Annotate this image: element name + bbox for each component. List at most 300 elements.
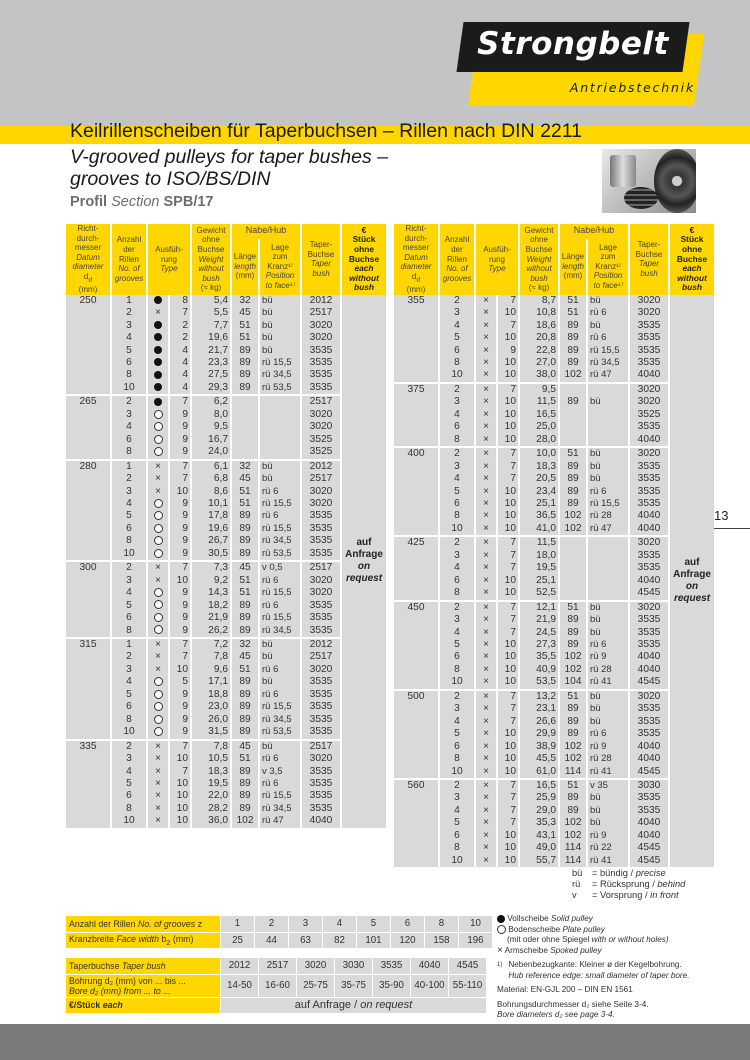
- bore-value: 35-90: [373, 974, 411, 997]
- grooves-cell: 10: [111, 382, 147, 395]
- type-variant-cell: 4: [169, 357, 191, 369]
- position-cell: rü 15,5: [259, 357, 301, 369]
- type-cell: [147, 395, 169, 408]
- table-row: [393, 703, 715, 715]
- solid-pulley-icon: [154, 383, 162, 391]
- length-cell: 89: [559, 792, 587, 804]
- table-row: [393, 295, 715, 307]
- spoked-pulley-icon: ×: [483, 804, 489, 816]
- type-variant-cell: 9: [169, 714, 191, 726]
- type-variant-cell: 10: [497, 676, 519, 689]
- position-cell: rü 15,5: [259, 612, 301, 624]
- spoked-pulley-icon: ×: [483, 357, 489, 369]
- table-row: [393, 587, 715, 600]
- length-cell: 51: [559, 690, 587, 703]
- bush-cell: 2517: [301, 307, 341, 319]
- grooves-cell: 4: [439, 627, 475, 639]
- col-diameter: Richt- durch- messer Datum diameter $d_d$ (mm): [65, 224, 111, 295]
- type-variant-cell: 10: [169, 664, 191, 676]
- bush-cell: 3535: [301, 357, 341, 369]
- table-row: [393, 753, 715, 765]
- grooves-cell: 8: [111, 803, 147, 815]
- length-cell: 102: [559, 830, 587, 842]
- type-variant-cell: 10: [169, 575, 191, 587]
- table-row: [393, 383, 715, 396]
- brand-logo: [455, 22, 697, 110]
- grooves-cell: 10: [439, 855, 475, 867]
- length-cell: 89: [559, 332, 587, 344]
- bush-cell: 3535: [629, 728, 669, 740]
- position-cell: [587, 536, 629, 549]
- bush-cell: 2012: [301, 295, 341, 307]
- weight-cell: 21,9: [519, 614, 559, 626]
- grooves-cell: 2: [111, 651, 147, 663]
- grooves-cell: 2: [111, 740, 147, 753]
- type-variant-cell: 10: [497, 753, 519, 765]
- bush-cell: 3535: [301, 345, 341, 357]
- position-cell: bü: [259, 651, 301, 663]
- position-cell: bü: [259, 473, 301, 485]
- spoked-pulley-icon: ×: [483, 421, 489, 433]
- plate-pulley-icon: [154, 410, 163, 419]
- diameter-cell: 450: [393, 601, 439, 690]
- weight-cell: 18,3: [191, 766, 231, 778]
- length-cell: [559, 562, 587, 574]
- grooves-cell: 1: [111, 460, 147, 473]
- grooves-cell: 3: [111, 409, 147, 421]
- length-cell: 89: [231, 778, 259, 790]
- grooves-cell: 5: [111, 345, 147, 357]
- bush-cell: 3020: [629, 536, 669, 549]
- type-variant-cell: 7: [497, 461, 519, 473]
- type-cell: [475, 703, 497, 715]
- spoked-pulley-icon: ×: [155, 485, 161, 497]
- grooves-value: 1: [221, 916, 255, 933]
- length-cell: 51: [231, 587, 259, 599]
- weight-cell: 31,5: [191, 726, 231, 739]
- length-cell: 51: [559, 779, 587, 792]
- spoked-pulley-icon: ×: [483, 549, 489, 561]
- position-cell: rü 34,5: [259, 369, 301, 381]
- type-cell: [147, 575, 169, 587]
- position-cell: rü 41: [587, 676, 629, 689]
- bush-cell: 2517: [301, 651, 341, 663]
- grooves-cell: 1: [111, 638, 147, 651]
- grooves-cell: 2: [111, 561, 147, 574]
- type-cell: [147, 460, 169, 473]
- bore-value: 25-75: [297, 974, 335, 997]
- length-cell: 32: [231, 638, 259, 651]
- bush-row: [66, 958, 487, 975]
- col-type: Ausfüh- rung Type: [147, 224, 191, 295]
- spoked-pulley-icon: ×: [483, 460, 489, 472]
- grooves-cell: 6: [439, 575, 475, 587]
- type-cell: [147, 307, 169, 319]
- col-price: € Stück ohne Buchse each without bush: [669, 224, 715, 295]
- type-variant-cell: 7: [169, 740, 191, 753]
- weight-cell: 14,3: [191, 587, 231, 599]
- type-cell: [475, 601, 497, 614]
- weight-cell: 6,8: [191, 473, 231, 485]
- type-variant-cell: 7: [497, 473, 519, 485]
- position-cell: [259, 446, 301, 459]
- grooves-cell: 10: [439, 369, 475, 382]
- table-row: [65, 307, 387, 319]
- bush-cell: 3020: [629, 396, 669, 408]
- position-cell: rü 22: [587, 842, 629, 854]
- spoked-pulley-icon: ×: [483, 651, 489, 663]
- spoked-pulley-icon: ×: [483, 587, 489, 599]
- spoked-pulley-icon: ×: [483, 448, 489, 460]
- col-bush: Taper- Buchse Taper bush: [629, 224, 669, 295]
- table-row: [65, 446, 387, 459]
- bore-value: 40-100: [411, 974, 449, 997]
- grooves-cell: 5: [439, 817, 475, 829]
- type-variant-cell: 10: [497, 486, 519, 498]
- length-cell: 102: [559, 664, 587, 676]
- col-length: Länge length (mm): [559, 239, 587, 295]
- table-row: [65, 651, 387, 663]
- table-header-row: [65, 224, 387, 239]
- position-cell: rü 6: [587, 486, 629, 498]
- type-variant-cell: 7: [497, 805, 519, 817]
- bush-cell: 3535: [629, 614, 669, 626]
- table-row: [65, 689, 387, 701]
- table-row: [393, 447, 715, 460]
- length-cell: 102: [559, 510, 587, 522]
- type-variant-cell: 7: [169, 638, 191, 651]
- length-cell: 102: [559, 741, 587, 753]
- brand-name: Strongbelt: [477, 26, 669, 62]
- type-cell: [147, 740, 169, 753]
- material-note: Material: EN-GJL 200 – DIN EN 1561: [497, 985, 633, 994]
- bush-cell: 3535: [629, 498, 669, 510]
- price-label: €/Stück each: [66, 997, 221, 1014]
- table-row: [393, 855, 715, 867]
- plate-pulley-icon: [154, 422, 163, 431]
- length-cell: 102: [559, 369, 587, 382]
- length-cell: 89: [559, 614, 587, 626]
- position-cell: bü: [259, 638, 301, 651]
- length-cell: [559, 575, 587, 587]
- col-weight: Gewicht ohne Buchse Weight without bush (≈ kg): [191, 224, 231, 295]
- bush-cell: 4545: [629, 855, 669, 867]
- bush-cell: 3535: [629, 345, 669, 357]
- table-row: [393, 345, 715, 357]
- length-cell: 104: [559, 676, 587, 689]
- position-cell: [259, 409, 301, 421]
- solid-pulley-icon: [154, 346, 162, 354]
- solid-pulley-icon: [154, 358, 162, 366]
- bush-cell: 3020: [301, 409, 341, 421]
- page-number-rule: [714, 528, 750, 529]
- length-cell: 89: [231, 701, 259, 713]
- length-cell: 89: [231, 382, 259, 395]
- weight-cell: 7,8: [191, 651, 231, 663]
- grooves-cell: 8: [439, 510, 475, 522]
- weight-cell: 19,6: [191, 523, 231, 535]
- grooves-cell: 1: [111, 295, 147, 307]
- type-variant-cell: 9: [169, 535, 191, 547]
- diameter-cell: 400: [393, 447, 439, 536]
- position-cell: rü 15,5: [259, 498, 301, 510]
- position-cell: rü 53,5: [259, 548, 301, 561]
- table-row: [393, 421, 715, 433]
- type-cell: [475, 766, 497, 779]
- type-cell: [475, 855, 497, 867]
- grooves-cell: 2: [439, 295, 475, 307]
- table-row: [393, 575, 715, 587]
- grooves-cell: 10: [439, 766, 475, 779]
- spoked-pulley-icon: ×: [155, 638, 161, 650]
- table-row: [65, 740, 387, 753]
- type-cell: [147, 421, 169, 433]
- grooves-value: 10: [459, 916, 493, 933]
- spoked-pulley-icon: ×: [483, 332, 489, 344]
- spoked-pulley-icon: ×: [483, 626, 489, 638]
- face-width-value: 82: [323, 932, 357, 949]
- length-cell: 89: [231, 535, 259, 547]
- type-cell: [475, 357, 497, 369]
- type-variant-cell: 9: [169, 498, 191, 510]
- solid-pulley-icon: [154, 333, 162, 341]
- type-variant-cell: 10: [497, 575, 519, 587]
- bush-cell: 3535: [301, 778, 341, 790]
- face-width-value: 196: [459, 932, 493, 949]
- position-cell: rü 6: [259, 575, 301, 587]
- length-cell: 51: [231, 664, 259, 676]
- bush-cell: 3535: [301, 548, 341, 561]
- length-cell: 89: [231, 523, 259, 535]
- grooves-cell: 8: [111, 535, 147, 547]
- grooves-cell: 4: [439, 716, 475, 728]
- position-cell: bü: [259, 320, 301, 332]
- spoked-pulley-icon: ×: [483, 779, 489, 791]
- type-variant-cell: 7: [169, 651, 191, 663]
- grooves-cell: 2: [439, 536, 475, 549]
- grooves-cell: 2: [111, 307, 147, 319]
- table-row: [65, 395, 387, 408]
- face-width-label: Kranzbreite Face width $b_2$ (mm): [66, 932, 221, 949]
- type-variant-cell: 10: [497, 842, 519, 854]
- abbreviation-legend: [572, 868, 685, 902]
- type-variant-cell: 9: [169, 409, 191, 421]
- bush-cell: 3535: [301, 535, 341, 547]
- bush-cell: 3020: [301, 320, 341, 332]
- weight-cell: 24,0: [191, 446, 231, 459]
- grooves-cell: 3: [439, 550, 475, 562]
- footnote: 1) Nebenbezugkante: Kleiner ø der Kegelbohrung. Hub reference edge: small diameter of taper bore.: [497, 960, 690, 980]
- type-variant-cell: 7: [497, 320, 519, 332]
- weight-cell: 40,9: [519, 664, 559, 676]
- grooves-cell: 6: [439, 421, 475, 433]
- bush-cell: 4040: [301, 815, 341, 827]
- weight-cell: 10,1: [191, 498, 231, 510]
- table-row: [393, 498, 715, 510]
- position-cell: rü 47: [587, 523, 629, 536]
- face-width-row: [66, 932, 493, 949]
- spoked-pulley-icon: ×: [155, 651, 161, 663]
- table-row: [393, 830, 715, 842]
- bush-cell: 2517: [301, 473, 341, 485]
- bush-cell: 3535: [629, 639, 669, 651]
- length-cell: [559, 421, 587, 433]
- col-diameter: Richt- durch- messer Datum diameter $d_d$ (mm): [393, 224, 439, 295]
- type-cell: [475, 332, 497, 344]
- bore-value: 35-75: [335, 974, 373, 997]
- type-cell: [147, 701, 169, 713]
- bush-cell: 3535: [301, 612, 341, 624]
- bush-value: 3020: [297, 958, 335, 975]
- position-cell: bü: [259, 332, 301, 344]
- grooves-cell: 6: [439, 651, 475, 663]
- bush-cell: 4040: [629, 651, 669, 663]
- bush-cell: 4040: [629, 741, 669, 753]
- type-variant-cell: 9: [169, 600, 191, 612]
- bush-cell: 3535: [301, 676, 341, 688]
- position-cell: rü 6: [587, 332, 629, 344]
- position-cell: [587, 421, 629, 433]
- col-bush: Taper- Buchse Taper bush: [301, 224, 341, 295]
- table-row: [393, 614, 715, 626]
- position-cell: rü 34,5: [587, 357, 629, 369]
- type-variant-cell: 10: [169, 486, 191, 498]
- weight-cell: 21,9: [191, 612, 231, 624]
- type-cell: [475, 664, 497, 676]
- plate-pulley-icon: [154, 677, 163, 686]
- bush-cell: 3525: [301, 446, 341, 459]
- type-variant-cell: 10: [497, 741, 519, 753]
- type-variant-cell: 10: [169, 803, 191, 815]
- length-cell: 89: [231, 357, 259, 369]
- bush-cell: 4040: [629, 434, 669, 447]
- diameter-cell: 250: [65, 295, 111, 396]
- price-on-request: auf Anfrage on request: [341, 295, 387, 828]
- diameter-cell: 560: [393, 779, 439, 867]
- abbreviation-item: rü = Rücksprung / behind: [572, 879, 686, 890]
- face-width-value: 101: [357, 932, 391, 949]
- position-cell: rü 34,5: [259, 625, 301, 638]
- spoked-pulley-icon: ×: [483, 510, 489, 522]
- weight-cell: 16,7: [191, 434, 231, 446]
- spoked-pulley-icon: ×: [483, 663, 489, 675]
- position-cell: [259, 434, 301, 446]
- type-cell: [475, 575, 497, 587]
- spoked-pulley-icon: ×: [483, 854, 489, 866]
- bush-value: 3030: [335, 958, 373, 975]
- plate-pulley-icon: [154, 588, 163, 597]
- weight-cell: 23,0: [191, 701, 231, 713]
- bush-cell: 4040: [629, 830, 669, 842]
- spoked-pulley-icon: ×: [483, 485, 489, 497]
- position-cell: rü 34,5: [259, 714, 301, 726]
- spoked-pulley-icon: ×: [155, 802, 161, 814]
- grooves-value: 2: [255, 916, 289, 933]
- type-cell: [147, 486, 169, 498]
- bush-cell: 3535: [301, 790, 341, 802]
- table-row: [393, 357, 715, 369]
- weight-cell: 8,6: [191, 486, 231, 498]
- position-cell: bü: [587, 792, 629, 804]
- length-cell: 45: [231, 307, 259, 319]
- col-hub: Nabe/Hub: [559, 224, 629, 239]
- bush-cell: 3020: [301, 332, 341, 344]
- weight-cell: 53,5: [519, 676, 559, 689]
- plate-pulley-icon: [154, 499, 163, 508]
- position-cell: rü 15,5: [259, 790, 301, 802]
- type-variant-cell: 7: [497, 383, 519, 396]
- face-width-table: [65, 915, 493, 949]
- grooves-cell: 8: [439, 664, 475, 676]
- weight-cell: 38,0: [519, 369, 559, 382]
- plate-pulley-icon: [154, 600, 163, 609]
- plate-pulley-icon: [154, 549, 163, 558]
- type-cell: [147, 473, 169, 485]
- type-variant-cell: 7: [169, 473, 191, 485]
- type-cell: [147, 320, 169, 332]
- type-cell: [147, 726, 169, 739]
- spoked-pulley-icon: ×: [483, 703, 489, 715]
- weight-cell: 5,4: [191, 295, 231, 307]
- weight-cell: 18,0: [519, 550, 559, 562]
- bush-cell: 4040: [629, 817, 669, 829]
- weight-cell: 25,1: [519, 575, 559, 587]
- position-cell: rü 6: [259, 510, 301, 522]
- plate-pulley-icon: [154, 625, 163, 634]
- col-price: € Stück ohne Buchse each without bush: [341, 224, 387, 295]
- spoked-pulley-icon: ×: [483, 294, 489, 306]
- grooves-cell: 2: [439, 690, 475, 703]
- grooves-cell: 4: [439, 562, 475, 574]
- position-cell: rü 6: [259, 689, 301, 701]
- table-row: [65, 587, 387, 599]
- table-row: [393, 461, 715, 473]
- position-cell: rü 28: [587, 753, 629, 765]
- length-cell: [559, 434, 587, 447]
- spoked-pulley-icon: ×: [483, 765, 489, 777]
- position-cell: [587, 434, 629, 447]
- bush-cell: 3535: [629, 473, 669, 485]
- bush-cell: 3020: [629, 383, 669, 396]
- grooves-cell: 6: [111, 701, 147, 713]
- type-variant-cell: 9: [169, 548, 191, 561]
- bush-cell: 2012: [301, 638, 341, 651]
- type-variant-cell: 4: [169, 382, 191, 395]
- table-row: [393, 792, 715, 804]
- position-cell: [587, 575, 629, 587]
- position-cell: rü 41: [587, 855, 629, 867]
- bush-cell: 3020: [629, 307, 669, 319]
- position-cell: [587, 409, 629, 421]
- table-row: [65, 561, 387, 574]
- weight-cell: 12,1: [519, 601, 559, 614]
- section-tab-marker: [704, 125, 750, 134]
- table-row: [65, 575, 387, 587]
- type-variant-cell: 10: [497, 307, 519, 319]
- position-cell: rü 6: [587, 728, 629, 740]
- length-cell: 89: [559, 345, 587, 357]
- length-cell: 45: [231, 561, 259, 574]
- length-cell: 89: [231, 345, 259, 357]
- length-cell: 51: [231, 486, 259, 498]
- type-variant-cell: 10: [497, 664, 519, 676]
- spoked-pulley-icon: ×: [483, 307, 489, 319]
- col-weight: Gewicht ohne Buchse Weight without bush (≈ kg): [519, 224, 559, 295]
- type-cell: [147, 638, 169, 651]
- bush-cell: 3525: [301, 434, 341, 446]
- bush-cell: 4040: [629, 575, 669, 587]
- table-row: [393, 409, 715, 421]
